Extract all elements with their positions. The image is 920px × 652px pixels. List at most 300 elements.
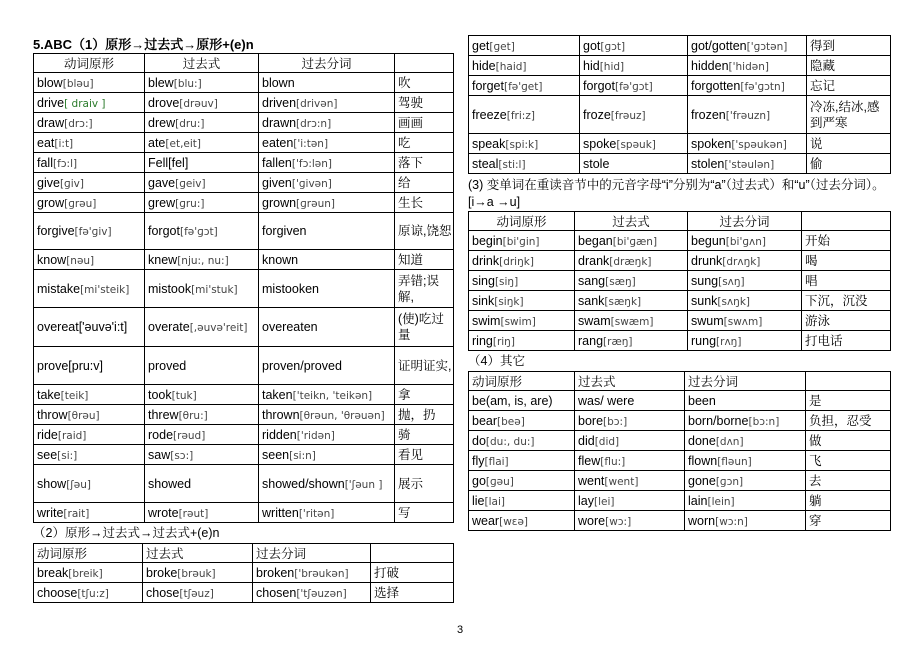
- word: be(am, is, are): [472, 393, 553, 408]
- header-meaning: [802, 212, 891, 231]
- cell-base: [34, 563, 143, 583]
- word: lie: [472, 493, 485, 508]
- phonetic: [went]: [604, 475, 639, 488]
- table-row: [34, 173, 454, 193]
- cell-pp: [259, 445, 395, 465]
- phonetic: [ɡɔn]: [715, 475, 744, 488]
- phonetic: [riŋ]: [492, 335, 515, 348]
- phonetic: [siŋk]: [494, 295, 524, 308]
- header-meaning: [806, 372, 891, 391]
- cell-meaning: 打电话: [802, 331, 891, 351]
- cell-pp: [259, 113, 395, 133]
- phonetic: [θrəun, 'θrəuən]: [299, 409, 385, 422]
- word: overeaten: [262, 320, 318, 334]
- word: sunk: [691, 293, 718, 308]
- cell-base: [469, 36, 580, 56]
- word: knew: [148, 252, 178, 267]
- cell-meaning: 吃: [395, 133, 454, 153]
- word: eaten: [262, 135, 294, 150]
- word: overeat['əuvə'i:t]: [37, 320, 128, 334]
- word: hide: [472, 58, 496, 73]
- word: written: [262, 505, 299, 520]
- word: been: [688, 393, 716, 408]
- table-row: [34, 425, 454, 445]
- word: mistake: [37, 281, 81, 296]
- word: frozen: [691, 107, 726, 122]
- word: seen: [262, 447, 290, 462]
- table-row: [34, 250, 454, 270]
- cell-meaning: 得到: [807, 36, 891, 56]
- word: taken: [262, 387, 293, 402]
- verb-table-continued: [468, 35, 891, 174]
- header-base: 动词原形: [469, 212, 575, 231]
- word: wrote: [148, 505, 179, 520]
- word: blew: [148, 75, 174, 90]
- phonetic: [lein]: [707, 495, 735, 508]
- phonetic: [ɡəu]: [485, 475, 514, 488]
- phonetic: [rəut]: [178, 507, 209, 520]
- phonetic: [ɡiv]: [59, 177, 84, 190]
- table-row: [34, 583, 454, 603]
- cell-pp: [685, 411, 806, 431]
- phonetic: [rʌŋ]: [716, 335, 742, 348]
- word: rang: [578, 333, 604, 348]
- word: fallen: [262, 155, 292, 170]
- word: lay: [578, 493, 594, 508]
- paragraph-rule-3: (3) 变单词在重读音节中的元音字母“i”分别为“a”（过去式）和“u”（过去分词）。: [468, 178, 885, 192]
- cell-pp: [259, 153, 395, 173]
- word: blow: [37, 75, 63, 90]
- word: done: [688, 433, 716, 448]
- word: forgot: [148, 224, 180, 238]
- table-row: [469, 36, 891, 56]
- phonetic: ['ʃəun ]: [344, 478, 383, 491]
- cell-pp: [259, 308, 395, 347]
- cell-pp: [688, 36, 807, 56]
- word: sang: [578, 273, 606, 288]
- cell-past: [575, 311, 688, 331]
- cell-meaning: 下沉，沉没: [802, 291, 891, 311]
- cell-meaning: 打破: [371, 563, 454, 583]
- phonetic: [,əuvə'reit]: [189, 322, 248, 334]
- table-row: [469, 511, 891, 531]
- phonetic: [nju:, nu:]: [177, 254, 229, 267]
- phonetic: [rait]: [63, 507, 90, 520]
- cell-meaning: 弄错;误解,: [395, 270, 454, 308]
- cell-pp: [688, 311, 802, 331]
- cell-pp: [688, 331, 802, 351]
- word: throw: [37, 407, 68, 422]
- cell-pp: [688, 134, 807, 154]
- word: give: [37, 175, 60, 190]
- verb-table-vowel-change: [468, 211, 891, 351]
- cell-base: [469, 96, 580, 134]
- table-row: [469, 491, 891, 511]
- word: Fell[fel]: [148, 155, 189, 170]
- phonetic: [sæŋk]: [604, 295, 642, 308]
- cell-past: [575, 431, 685, 451]
- phonetic: [drʌŋk]: [722, 255, 761, 268]
- phonetic: ['fɔ:lən]: [291, 157, 333, 170]
- cell-meaning: 看见: [395, 445, 454, 465]
- phonetic: [drivən]: [296, 97, 338, 110]
- phonetic: [haid]: [495, 60, 527, 73]
- cell-pp: [688, 271, 802, 291]
- word: drink: [472, 253, 500, 268]
- cell-base: [469, 471, 575, 491]
- phonetic: [dʌn]: [715, 435, 744, 448]
- cell-base: [469, 56, 580, 76]
- word: chose: [146, 585, 180, 600]
- table-row: [469, 231, 891, 251]
- word: drunk: [691, 253, 723, 268]
- phonetic: [ɡru:]: [175, 197, 205, 210]
- cell-base: [469, 491, 575, 511]
- word: steal: [472, 156, 499, 171]
- table-row: [469, 291, 891, 311]
- phonetic: ['ɡɔtən]: [746, 40, 788, 53]
- cell-pp: [259, 405, 395, 425]
- cell-pp: [259, 213, 395, 250]
- phonetic: [θrəu]: [67, 409, 100, 422]
- word: got/gotten: [691, 38, 747, 53]
- header-pp: 过去分词: [253, 544, 371, 563]
- phonetic: [dræŋk]: [609, 255, 652, 268]
- cell-meaning: 唱: [802, 271, 891, 291]
- cell-pp: [259, 385, 395, 405]
- word: sank: [578, 293, 605, 308]
- phonetic: [bi'ɡæn]: [612, 235, 658, 248]
- cell-base: [34, 445, 145, 465]
- cell-base: [34, 173, 145, 193]
- word: proved: [148, 358, 187, 373]
- phonetic: [flai]: [484, 455, 509, 468]
- word: speak: [472, 136, 506, 151]
- cell-meaning: 证明证实,: [395, 347, 454, 385]
- phonetic: ['stəulən]: [724, 158, 775, 171]
- cell-base: [34, 133, 145, 153]
- cell-meaning: 隐藏: [807, 56, 891, 76]
- cell-past: [575, 471, 685, 491]
- cell-past: [145, 153, 259, 173]
- cell-base: [469, 231, 575, 251]
- word: mistook: [148, 281, 192, 296]
- word: broke: [146, 565, 178, 580]
- word: see: [37, 447, 58, 462]
- phonetic: ['frəuzn]: [725, 109, 771, 122]
- cell-past: [580, 96, 688, 134]
- phonetic: [swʌm]: [723, 315, 763, 328]
- table-row: [469, 271, 891, 291]
- phonetic: [teik]: [60, 389, 89, 402]
- table-row: [34, 347, 454, 385]
- cell-past: [145, 425, 259, 445]
- phonetic: [wɔ:n]: [715, 515, 748, 528]
- word: spoke: [583, 136, 617, 151]
- word: drive: [37, 95, 65, 110]
- phonetic: ['i:tən]: [293, 137, 329, 150]
- cell-base: [34, 113, 145, 133]
- cell-pp: [259, 250, 395, 270]
- cell-meaning: 偷: [807, 154, 891, 174]
- subheading-4: （4）其它: [468, 354, 525, 368]
- phonetic: [wɔ:]: [605, 515, 632, 528]
- header-past: 过去式: [143, 544, 253, 563]
- cell-past: [145, 193, 259, 213]
- phonetic: [fə'ɡɔtn]: [740, 80, 785, 93]
- word: showed: [148, 476, 192, 491]
- cell-meaning: 负担，忍受: [806, 411, 891, 431]
- cell-past: [575, 271, 688, 291]
- cell-meaning: 给: [395, 173, 454, 193]
- phonetic: [fə'ɡɔt]: [614, 80, 653, 93]
- phonetic: [et,eit]: [165, 137, 201, 150]
- cell-pp: [259, 347, 395, 385]
- word: spoken: [691, 136, 732, 151]
- cell-past: [145, 93, 259, 113]
- cell-pp: [688, 154, 807, 174]
- phonetic: [fɔ:l]: [52, 157, 78, 170]
- cell-base: [34, 308, 145, 347]
- cell-meaning: 忘记: [807, 76, 891, 96]
- page-number: 3: [456, 624, 464, 636]
- phonetic: [flu:]: [600, 455, 626, 468]
- cell-base: [469, 331, 575, 351]
- cell-base: [34, 213, 145, 250]
- word: forget: [472, 78, 504, 93]
- cell-meaning: 生长: [395, 193, 454, 213]
- table-row: [34, 193, 454, 213]
- cell-past: [145, 73, 259, 93]
- phonetic: [swæm]: [610, 315, 654, 328]
- cell-base: [34, 250, 145, 270]
- verb-table-other: [468, 371, 891, 531]
- cell-past: [575, 451, 685, 471]
- cell-pp: [688, 56, 807, 76]
- cell-pp: [259, 73, 395, 93]
- phonetic: [lei]: [593, 495, 615, 508]
- table-row: [34, 385, 454, 405]
- phonetic: [fləun]: [717, 455, 752, 468]
- cell-pp: [685, 511, 806, 531]
- word: ring: [472, 333, 493, 348]
- word: choose: [37, 585, 78, 600]
- cell-meaning: 驾驶: [395, 93, 454, 113]
- table-row: [469, 251, 891, 271]
- cell-pp: [253, 583, 371, 603]
- cell-past: [145, 347, 259, 385]
- cell-base: [469, 76, 580, 96]
- word: flew: [578, 453, 601, 468]
- cell-meaning: 展示: [395, 465, 454, 503]
- word: bear: [472, 413, 498, 428]
- phonetic: [sɔ:]: [170, 449, 194, 462]
- cell-pp: [259, 425, 395, 445]
- phonetic: [swim]: [500, 315, 536, 328]
- phonetic: [driŋk]: [499, 255, 534, 268]
- word: go: [472, 473, 486, 488]
- word: eat: [37, 135, 55, 150]
- header-past: 过去式: [575, 372, 685, 391]
- cell-past: [580, 76, 688, 96]
- word: hid: [583, 58, 600, 73]
- phonetic: [mi'stuk]: [191, 283, 238, 296]
- cell-past: [143, 583, 253, 603]
- cell-meaning: 穿: [806, 511, 891, 531]
- word: begun: [691, 233, 726, 248]
- cell-past: [145, 503, 259, 523]
- cell-meaning: 拿: [395, 385, 454, 405]
- word: froze: [583, 107, 611, 122]
- cell-base: [469, 154, 580, 174]
- cell-base: [34, 270, 145, 308]
- word: rode: [148, 427, 174, 442]
- table-row: [469, 76, 891, 96]
- phonetic: [fə'ɡet]: [503, 80, 543, 93]
- phonetic: [ɡrəu]: [64, 197, 97, 210]
- word: know: [37, 252, 67, 267]
- cell-pp: [259, 193, 395, 213]
- cell-past: [575, 491, 685, 511]
- cell-base: [34, 465, 145, 503]
- word: was/ were: [578, 393, 635, 408]
- word: did: [578, 433, 595, 448]
- cell-past: [575, 291, 688, 311]
- phonetic: [siŋ]: [494, 275, 519, 288]
- word: mistooken: [262, 281, 319, 296]
- cell-past: [575, 511, 685, 531]
- phonetic: [drəuv]: [179, 97, 218, 110]
- header-past: 过去式: [145, 54, 259, 73]
- cell-past: [145, 405, 259, 425]
- phonetic: [sʌŋk]: [717, 295, 751, 308]
- phonetic: [spi:k]: [505, 138, 539, 151]
- phonetic: [si:]: [57, 449, 78, 462]
- cell-pp: [253, 563, 371, 583]
- cell-past: [145, 270, 259, 308]
- word: gone: [688, 473, 716, 488]
- cell-base: [34, 153, 145, 173]
- word: driven: [262, 95, 297, 110]
- cell-meaning: 选择: [371, 583, 454, 603]
- cell-meaning: 躺: [806, 491, 891, 511]
- phonetic: [blu:]: [173, 77, 202, 90]
- cell-meaning: 写: [395, 503, 454, 523]
- table-row: [469, 431, 891, 451]
- phonetic: [bləu]: [62, 77, 94, 90]
- cell-past: [580, 154, 688, 174]
- cell-base: [34, 425, 145, 445]
- phonetic: [bɔ:n]: [748, 415, 780, 428]
- cell-past: [145, 445, 259, 465]
- word: worn: [688, 513, 716, 528]
- word: do: [472, 433, 486, 448]
- word: freeze: [472, 107, 507, 122]
- word: lain: [688, 493, 708, 508]
- phonetic: [ draiv ]: [64, 97, 106, 110]
- cell-past: [145, 213, 259, 250]
- table-row: [34, 503, 454, 523]
- table-header-row: [34, 544, 454, 563]
- cell-base: [34, 347, 145, 385]
- phonetic: [raid]: [57, 429, 87, 442]
- phonetic: [fə'ɡɔt]: [179, 226, 218, 238]
- word: flown: [688, 453, 718, 468]
- table-row: [34, 308, 454, 347]
- phonetic: [beə]: [497, 415, 525, 428]
- word: born/borne: [688, 413, 749, 428]
- cell-past: [145, 250, 259, 270]
- phonetic: [drɔ:]: [64, 117, 93, 130]
- word: forgiven: [262, 224, 307, 238]
- word: known: [262, 252, 299, 267]
- phonetic: [ʃəu]: [66, 478, 92, 491]
- cell-pp: [688, 251, 802, 271]
- phonetic: [du:, du:]: [485, 435, 535, 448]
- phonetic: [bi'ɡʌn]: [725, 235, 766, 248]
- header-meaning: [395, 54, 454, 73]
- table-row: [469, 96, 891, 134]
- table-row: [34, 153, 454, 173]
- cell-base: [469, 251, 575, 271]
- table-row: [34, 113, 454, 133]
- cell-past: [145, 308, 259, 347]
- word: drawn: [262, 115, 297, 130]
- word: prove[pru:v]: [37, 358, 104, 373]
- word: drove: [148, 95, 180, 110]
- word: write: [37, 505, 64, 520]
- verb-table-abb: [33, 543, 454, 603]
- word: began: [578, 233, 613, 248]
- word: ridden: [262, 427, 297, 442]
- word: took: [148, 387, 172, 402]
- header-pp: 过去分词: [259, 54, 395, 73]
- cell-past: [580, 134, 688, 154]
- cell-pp: [685, 391, 806, 411]
- table-row: [469, 311, 891, 331]
- cell-pp: [259, 503, 395, 523]
- word: grow: [37, 195, 65, 210]
- cell-past: [575, 231, 688, 251]
- word: wear: [472, 513, 500, 528]
- phonetic: ['ridən]: [296, 429, 335, 442]
- cell-base: [469, 431, 575, 451]
- word: saw: [148, 447, 171, 462]
- cell-past: [145, 465, 259, 503]
- cell-meaning: 骑: [395, 425, 454, 445]
- word: draw: [37, 115, 65, 130]
- phonetic: [breik]: [68, 567, 103, 580]
- cell-base: [34, 73, 145, 93]
- phonetic: [dru:]: [175, 117, 205, 130]
- table-row: [34, 563, 454, 583]
- verb-table-abc: [33, 53, 454, 523]
- header-base: 动词原形: [469, 372, 575, 391]
- table-row: [34, 405, 454, 425]
- word: given: [262, 175, 292, 190]
- phonetic: ['ritən]: [298, 507, 335, 520]
- word: went: [578, 473, 605, 488]
- phonetic: [bi'ɡin]: [502, 235, 540, 248]
- phonetic: [brəuk]: [177, 567, 216, 580]
- cell-meaning: 知道: [395, 250, 454, 270]
- cell-past: [575, 411, 685, 431]
- table-row: [34, 445, 454, 465]
- cell-pp: [259, 133, 395, 153]
- phonetic: ['hidən]: [728, 60, 769, 73]
- header-meaning: [371, 544, 454, 563]
- cell-past: [145, 133, 259, 153]
